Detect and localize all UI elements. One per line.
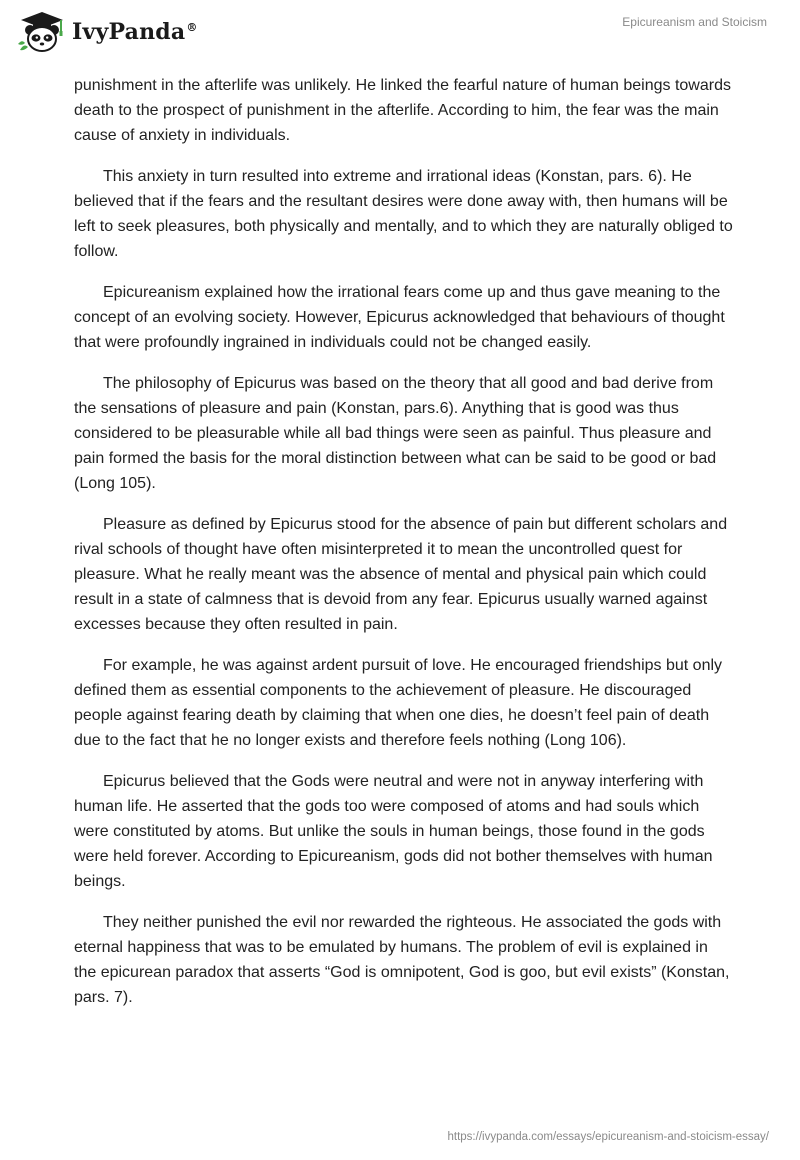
panda-graduate-icon: [16, 10, 68, 54]
paragraph: For example, he was against ardent pursuit of love. He encouraged friendships but only defined them as essential components to the achievement of pleasure. He discouraged people against fearing death by claiming that when one dies, he doesn’t feel pain of death due to the fact that he no longer exists and therefore feels nothing (Long 106).: [74, 657, 723, 749]
paragraph: This anxiety in turn resulted into extreme and irrational ideas (Konstan, pars. 6). He believed that if the fears and the resultant desires were done away with, then humans will be left to seek pleasures, both physically and mentally, and to which they are naturally obliged to follow.: [74, 168, 733, 260]
logo-wordmark: [72, 19, 198, 45]
paragraph: punishment in the afterlife was unlikely. He linked the fearful nature of human beings towards death to the prospect of punishment in the afterlife. According to him, the fear was the main cause of anxiety in individuals.: [74, 77, 731, 144]
essay-body: [74, 73, 734, 1026]
ivypanda-logo[interactable]: [16, 10, 198, 54]
page-header: [0, 0, 800, 70]
document-title: Epicureanism and Stoicism: [622, 15, 767, 29]
paragraph: Pleasure as defined by Epicurus stood for the absence of pain but different scholars and rival schools of thought have often misinterpreted it to mean the uncontrolled quest for pleasure. What he really meant was the absence of mental and physical pain which could result in a state of calmness that is devoid from any fear. Epicurus usually warned against excesses because they often resulted in pain.: [74, 516, 728, 633]
paragraph: The philosophy of Epicurus was based on the theory that all good and bad derive from the sensations of pleasure and pain (Konstan, pars.6). Anything that is good was thus considered to be pleasurable while all bad things were seen as painful. Thus pleasure and pain formed the basis for the moral distinction between what can be said to be good or bad (Long 105).: [74, 375, 717, 492]
paragraph: They neither punished the evil nor rewarded the righteous. He associated the gods with eternal happiness that was to be emulated by humans. The problem of evil is explained in the epicurean paradox that asserts “God is omnipotent, God is goo, but evil exists” (Konstan, pars. 7).: [74, 914, 730, 1006]
paragraph: Epicurus believed that the Gods were neutral and were not in anyway interfering with human life. He asserted that the gods too were composed of atoms and had souls which were constituted by atoms. But unlike the souls in human beings, those found in the gods were held forever. According to Epicureanism, gods did not bother themselves with human beings.: [74, 773, 713, 890]
registered-mark: ®: [186, 20, 198, 34]
source-url-link[interactable]: https://ivypanda.com/essays/epicureanism-and-stoicism-essay/: [447, 1131, 769, 1143]
paragraph: Epicureanism explained how the irrational fears come up and thus gave meaning to the concept of an evolving society. However, Epicurus acknowledged that behaviours of thought that were profoundly ingrained in individuals could not be changed easily.: [74, 284, 725, 351]
logo-text: IvyPanda: [72, 19, 186, 45]
